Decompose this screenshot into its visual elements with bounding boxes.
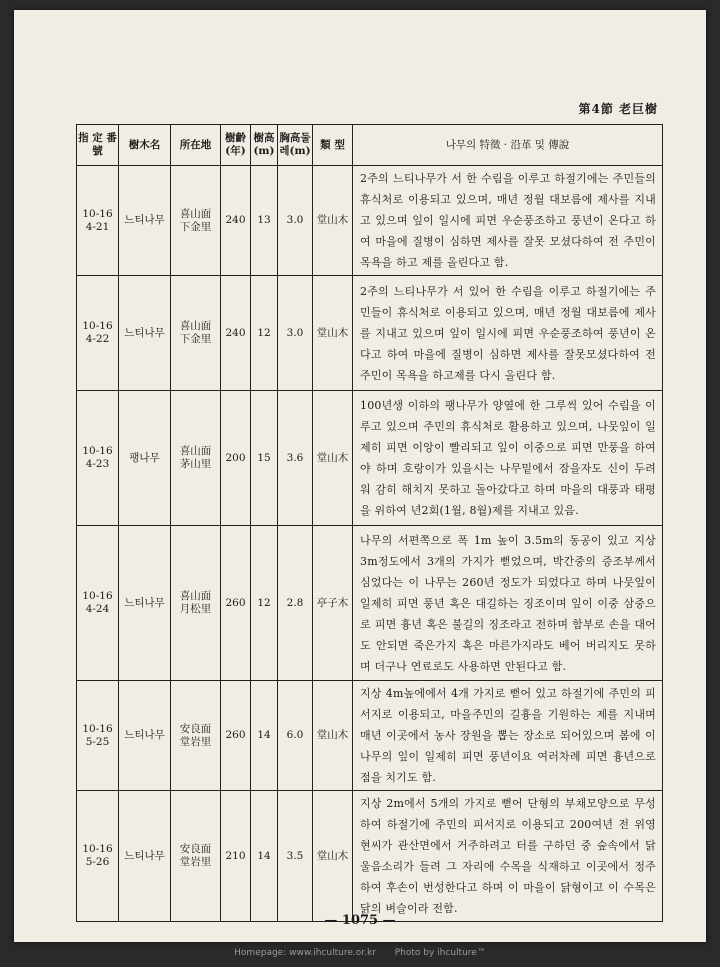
tree-girth: 3.6 [278,391,313,526]
tree-girth: 2.8 [278,526,313,681]
designation-number: 10-16 4-23 [77,391,119,526]
tree-height: 13 [251,166,278,276]
homepage-text: Homepage: www.ihculture.or.kr [234,948,376,958]
tree-description: 지상 2m에서 5개의 가지로 뻗어 단형의 부채모양으로 무성하여 하절기에 주민의 피서지로 이용되고 200여년 전 위영현씨가 관산면에서 거주하려고 터를 구하던 중 숲속에서 닭 울음소리가 들려 그 자리에 수목을 식재하고 이곳에서 정주하여 후손이 번성한다고 하며 이 마을이 닭형이고 이 수목은 닭의 벼슬이라 전함. [353,791,663,922]
footer-credit [0,948,720,958]
tree-type: 堂山木 [313,791,353,922]
tree-name: 느티나무 [119,166,171,276]
designation-number: 10-16 5-25 [77,681,119,791]
tree-description: 나무의 서편쪽으로 폭 1m 높이 3.5m의 동공이 있고 지상 3m정도에서 3개의 가지가 뻗었으며, 박간중의 증조부께서 심었다는 이 나무는 260년 정도가 되었다고 하며 나뭇잎이 일제히 피면 풍년 혹은 대길하는 징조이며 잎이 이중 삼중으로 피면 흉년 혹은 불길의 징조라고 전하며 함부로 손을 대어도 안되면 죽은가지 혹은 마른가지라도 베어 버리지도 못하며 더구나 연료로도 사용하면 안된다고 함. [353,526,663,681]
location: 安良面 堂岩里 [171,791,221,922]
tree-description: 2주의 느티나무가 서 있어 한 수림을 이루고 하절기에는 주민들이 휴식처로 이용되고 있으며, 매년 정월 대보름에 제사를 지내고 있으며 잎이 일시에 피면 우순풍조하여 풍년이 온다고 하여 마을에 질병이 심하면 제사를 잘못모셨다하여 전 주민이 목욕을 하고제를 다시 올린다 함. [353,276,663,391]
tree-type: 堂山木 [313,276,353,391]
tree-age: 260 [221,681,251,791]
tree-height: 15 [251,391,278,526]
header-age: 樹齡 (年) [221,125,251,166]
tree-type: 堂山木 [313,166,353,276]
tree-age: 240 [221,276,251,391]
table-row [77,391,663,526]
tree-age: 210 [221,791,251,922]
location: 安良面 堂岩里 [171,681,221,791]
tree-description: 100년생 이하의 팽나무가 양옆에 한 그루씩 있어 수림을 이루고 있으며 주민의 휴식처로 활용하고 있으며, 나뭇잎이 일제히 피면 이앙이 빨리되고 잎이 이중으로 피면 만풍을 하여야 하며 호랑이가 있을시는 나무밑에서 잠을자도 신이 두려워 감히 해치지 못하고 돌아갔다고 하며 마을의 대풍과 태평을 위하여 년2회(1월, 8월)제를 지내고 있음. [353,391,663,526]
old-trees-table [76,124,663,922]
table-header-row [77,125,663,166]
tree-height: 12 [251,276,278,391]
tree-name: 느티나무 [119,681,171,791]
tree-name: 팽나무 [119,391,171,526]
tree-description: 2주의 느티나무가 서 한 수림을 이루고 하절기에는 주민들의 휴식처로 이용되고 있으며, 매년 정월 대보름에 제사를 지내고 있으며 잎이 일시에 피면 우순풍조하고 풍년이 온다고 하여 마을에 질병이 심하면 제사를 잘못 모셨다하여 전 주민이 목욕을 하고 제를 올린다고 함. [353,166,663,276]
location: 喜山面 月松里 [171,526,221,681]
designation-number: 10-16 5-26 [77,791,119,922]
header-name: 樹木名 [119,125,171,166]
header-type: 類 型 [313,125,353,166]
table-row [77,276,663,391]
designation-number: 10-16 4-21 [77,166,119,276]
tree-type: 堂山木 [313,681,353,791]
table-row [77,791,663,922]
tree-age: 260 [221,526,251,681]
tree-type: 亭子木 [313,526,353,681]
tree-height: 14 [251,791,278,922]
document-page [14,10,706,942]
tree-girth: 6.0 [278,681,313,791]
designation-number: 10-16 4-22 [77,276,119,391]
tree-name: 느티나무 [119,276,171,391]
tree-height: 12 [251,526,278,681]
tree-age: 200 [221,391,251,526]
tree-age: 240 [221,166,251,276]
header-height: 樹高 (m) [251,125,278,166]
section-header: 第4節 老巨樹 [578,102,658,116]
tree-girth: 3.5 [278,791,313,922]
table-row [77,681,663,791]
tree-type: 堂山木 [313,391,353,526]
tree-name: 느티나무 [119,526,171,681]
photo-credit-text: Photo by ihculture™ [394,948,486,958]
table-row [77,526,663,681]
tree-name: 느티나무 [119,791,171,922]
header-code: 指 定 番 號 [77,125,119,166]
tree-height: 14 [251,681,278,791]
tree-girth: 3.0 [278,166,313,276]
designation-number: 10-16 4-24 [77,526,119,681]
table-row [77,166,663,276]
location: 喜山面 茅山里 [171,391,221,526]
header-description: 나무의 特徵 · 沿革 및 傳說 [353,125,663,166]
tree-girth: 3.0 [278,276,313,391]
header-location: 所在地 [171,125,221,166]
page-number: — 1075 — [324,913,396,928]
tree-description: 지상 4m높에에서 4개 가지로 뻗어 있고 하절기에 주민의 피서지로 이용되고, 마을주민의 길흉을 기원하는 제를 지내며 매년 이곳에서 농사 장원을 뽑는 장소로 되어있으며 봄에 이 나무의 잎이 일제히 피면 풍년이요 여러차례 피면 흉년으로 점을 치기도 함. [353,681,663,791]
location: 喜山面 下金里 [171,276,221,391]
location: 喜山面 下金里 [171,166,221,276]
header-girth: 胸高둘레(m) [278,125,313,166]
